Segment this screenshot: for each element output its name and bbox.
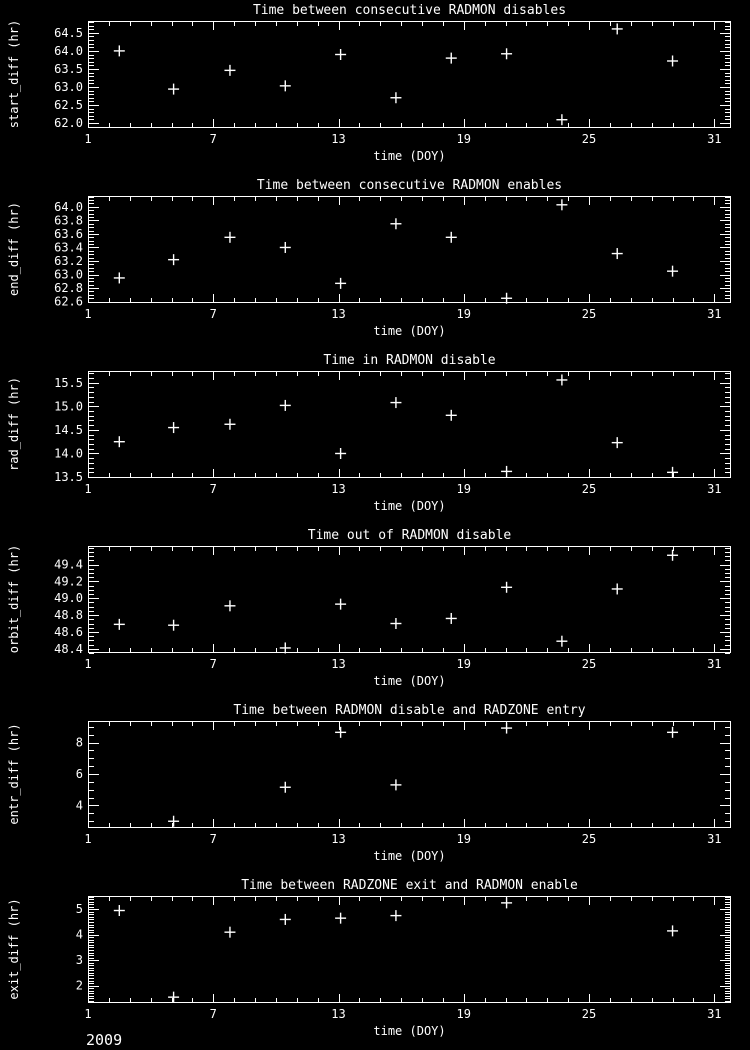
data-point-marker [667, 467, 678, 478]
x-tick-label: 25 [581, 832, 597, 846]
data-point-marker [446, 410, 457, 421]
x-tick-label: 19 [456, 482, 472, 496]
panel-5-axes [76, 722, 731, 847]
y-tick-label: 3 [75, 953, 83, 968]
x-tick-label: 1 [84, 832, 92, 846]
data-point-marker [556, 636, 567, 647]
y-axis-label: orbit_diff (hr) [7, 544, 21, 653]
x-tick-label: 19 [456, 832, 472, 846]
data-point-marker [612, 248, 623, 259]
data-point-marker [501, 582, 512, 593]
x-tick-label: 25 [581, 657, 597, 671]
y-tick-label: 64.0 [54, 43, 83, 58]
y-tick-label: 8 [75, 735, 83, 750]
x-tick-label: 19 [456, 132, 472, 146]
x-tick-label: 7 [209, 657, 217, 671]
data-point-marker [114, 905, 125, 916]
x-axis-label: time (DOY) [373, 149, 446, 163]
data-point-marker [280, 400, 291, 411]
data-point-marker [335, 727, 346, 738]
data-point-marker [224, 419, 235, 430]
y-tick-label: 14.0 [54, 446, 83, 461]
panel-2-data-points [114, 199, 678, 303]
y-tick-label: 62.6 [54, 294, 83, 309]
y-tick-label: 2 [75, 978, 83, 993]
data-point-marker [168, 992, 179, 1003]
data-point-marker [280, 642, 291, 653]
x-axis-label: time (DOY) [373, 1024, 446, 1038]
y-tick-label: 15.5 [54, 375, 83, 390]
panel-2-axes [54, 197, 730, 322]
data-point-marker [667, 727, 678, 738]
x-tick-label: 31 [707, 307, 722, 321]
panel-title: Time between RADZONE exit and RADMON enable [241, 878, 578, 893]
y-tick-label: 64.5 [54, 25, 83, 40]
y-tick-label: 15.0 [54, 399, 83, 414]
data-point-marker [390, 779, 401, 790]
data-point-marker [446, 613, 457, 624]
data-point-marker [501, 723, 512, 734]
y-axis-label: entr_diff (hr) [7, 722, 21, 825]
x-tick-label: 13 [331, 832, 346, 846]
x-tick-label: 25 [581, 1007, 597, 1021]
y-tick-label: 5 [75, 902, 83, 917]
y-tick-label: 48.4 [54, 641, 83, 656]
x-tick-label: 19 [456, 307, 472, 321]
data-point-marker [501, 48, 512, 59]
data-point-marker [667, 925, 678, 936]
x-tick-label: 13 [331, 482, 346, 496]
data-point-marker [168, 422, 179, 433]
x-tick-label: 19 [456, 657, 472, 671]
y-tick-label: 13.5 [54, 470, 83, 485]
x-tick-label: 7 [209, 307, 217, 321]
y-axis-label: start_diff (hr) [7, 19, 21, 128]
y-tick-label: 63.0 [54, 267, 83, 282]
data-point-marker [224, 927, 235, 938]
data-point-marker [114, 45, 125, 56]
data-point-marker [667, 55, 678, 66]
data-point-marker [280, 782, 291, 793]
data-point-marker [168, 816, 179, 827]
data-point-marker [168, 254, 179, 265]
panel-1-data-points [114, 23, 678, 125]
x-tick-label: 13 [331, 132, 346, 146]
data-point-marker [335, 278, 346, 289]
y-tick-label: 62.5 [54, 97, 83, 112]
panel-4-data-points [114, 550, 678, 654]
panel-3-data-points [114, 374, 678, 477]
data-point-marker [390, 92, 401, 103]
y-axis-label: rad_diff (hr) [7, 376, 21, 471]
panel-title: Time between RADMON disable and RADZONE entry [233, 703, 586, 718]
x-tick-label: 13 [331, 1007, 346, 1021]
y-tick-label: 63.0 [54, 79, 83, 94]
data-point-marker [556, 199, 567, 210]
x-tick-label: 25 [581, 132, 597, 146]
y-axis-label: end_diff (hr) [7, 201, 21, 296]
y-tick-label: 14.5 [54, 422, 83, 437]
data-point-marker [612, 583, 623, 594]
x-tick-label: 31 [707, 657, 722, 671]
data-point-marker [612, 23, 623, 34]
data-point-marker [335, 448, 346, 459]
y-tick-label: 62.0 [54, 115, 83, 130]
data-point-marker [446, 232, 457, 243]
data-point-marker [335, 913, 346, 924]
x-tick-label: 25 [581, 307, 597, 321]
data-point-marker [390, 397, 401, 408]
data-point-marker [390, 618, 401, 629]
panel-title: Time in RADMON disable [323, 353, 496, 368]
x-tick-label: 1 [84, 132, 92, 146]
data-point-marker [556, 114, 567, 125]
data-point-marker [280, 80, 291, 91]
x-tick-label: 19 [456, 1007, 472, 1021]
y-tick-label: 63.5 [54, 61, 83, 76]
data-point-marker [335, 49, 346, 60]
x-tick-label: 7 [209, 832, 217, 846]
y-tick-label: 64.0 [54, 199, 83, 214]
data-point-marker [224, 600, 235, 611]
y-tick-label: 4 [75, 927, 83, 942]
y-tick-label: 48.6 [54, 624, 83, 639]
panel-title: Time between consecutive RADMON enables [256, 178, 563, 193]
x-tick-label: 31 [707, 1007, 722, 1021]
x-tick-label: 7 [209, 1007, 217, 1021]
x-tick-label: 25 [581, 482, 597, 496]
y-tick-label: 63.2 [54, 254, 83, 269]
data-point-marker [280, 242, 291, 253]
data-point-marker [446, 53, 457, 64]
panel-1-axes [54, 22, 730, 147]
x-axis-label: time (DOY) [373, 674, 446, 688]
panel-title: Time out of RADMON disable [307, 528, 512, 543]
data-point-marker [556, 374, 567, 385]
x-tick-label: 7 [209, 132, 217, 146]
panel-3-axes [54, 372, 730, 497]
data-point-marker [280, 914, 291, 925]
year-label: 2009 [86, 1031, 123, 1049]
x-axis-label: time (DOY) [373, 499, 446, 513]
x-tick-label: 1 [84, 1007, 92, 1021]
data-point-marker [224, 65, 235, 76]
data-point-marker [390, 218, 401, 229]
y-tick-label: 63.4 [54, 240, 83, 255]
x-axis-label: time (DOY) [373, 849, 446, 863]
data-point-marker [114, 272, 125, 283]
x-tick-label: 1 [84, 482, 92, 496]
data-point-marker [168, 84, 179, 95]
y-tick-label: 63.8 [54, 213, 83, 228]
y-tick-label: 49.2 [54, 574, 83, 589]
data-point-marker [612, 437, 623, 448]
y-tick-label: 49.0 [54, 591, 83, 606]
data-point-marker [667, 550, 678, 561]
data-point-marker [667, 266, 678, 277]
x-tick-label: 13 [331, 307, 346, 321]
data-point-marker [335, 599, 346, 610]
panel-5-data-points [168, 723, 678, 827]
y-tick-label: 4 [75, 798, 83, 813]
x-tick-label: 31 [707, 832, 722, 846]
x-tick-label: 1 [84, 307, 92, 321]
x-tick-label: 1 [84, 657, 92, 671]
data-point-marker [224, 232, 235, 243]
y-tick-label: 49.4 [54, 557, 83, 572]
panel-6-data-points [114, 897, 678, 1002]
data-point-marker [114, 436, 125, 447]
data-point-marker [114, 619, 125, 630]
y-tick-label: 6 [75, 767, 83, 782]
x-axis-label: time (DOY) [373, 324, 446, 338]
data-point-marker [390, 910, 401, 921]
y-tick-label: 48.8 [54, 608, 83, 623]
data-point-marker [501, 466, 512, 477]
x-tick-label: 13 [331, 657, 346, 671]
y-tick-label: 63.6 [54, 226, 83, 241]
x-tick-label: 7 [209, 482, 217, 496]
panel-title: Time between consecutive RADMON disables [252, 3, 567, 18]
data-point-marker [168, 620, 179, 631]
x-tick-label: 31 [707, 132, 722, 146]
y-axis-label: exit_diff (hr) [7, 897, 21, 1000]
panel-4-axes [54, 547, 730, 672]
y-tick-label: 62.8 [54, 281, 83, 296]
data-point-marker [501, 897, 512, 908]
x-tick-label: 31 [707, 482, 722, 496]
